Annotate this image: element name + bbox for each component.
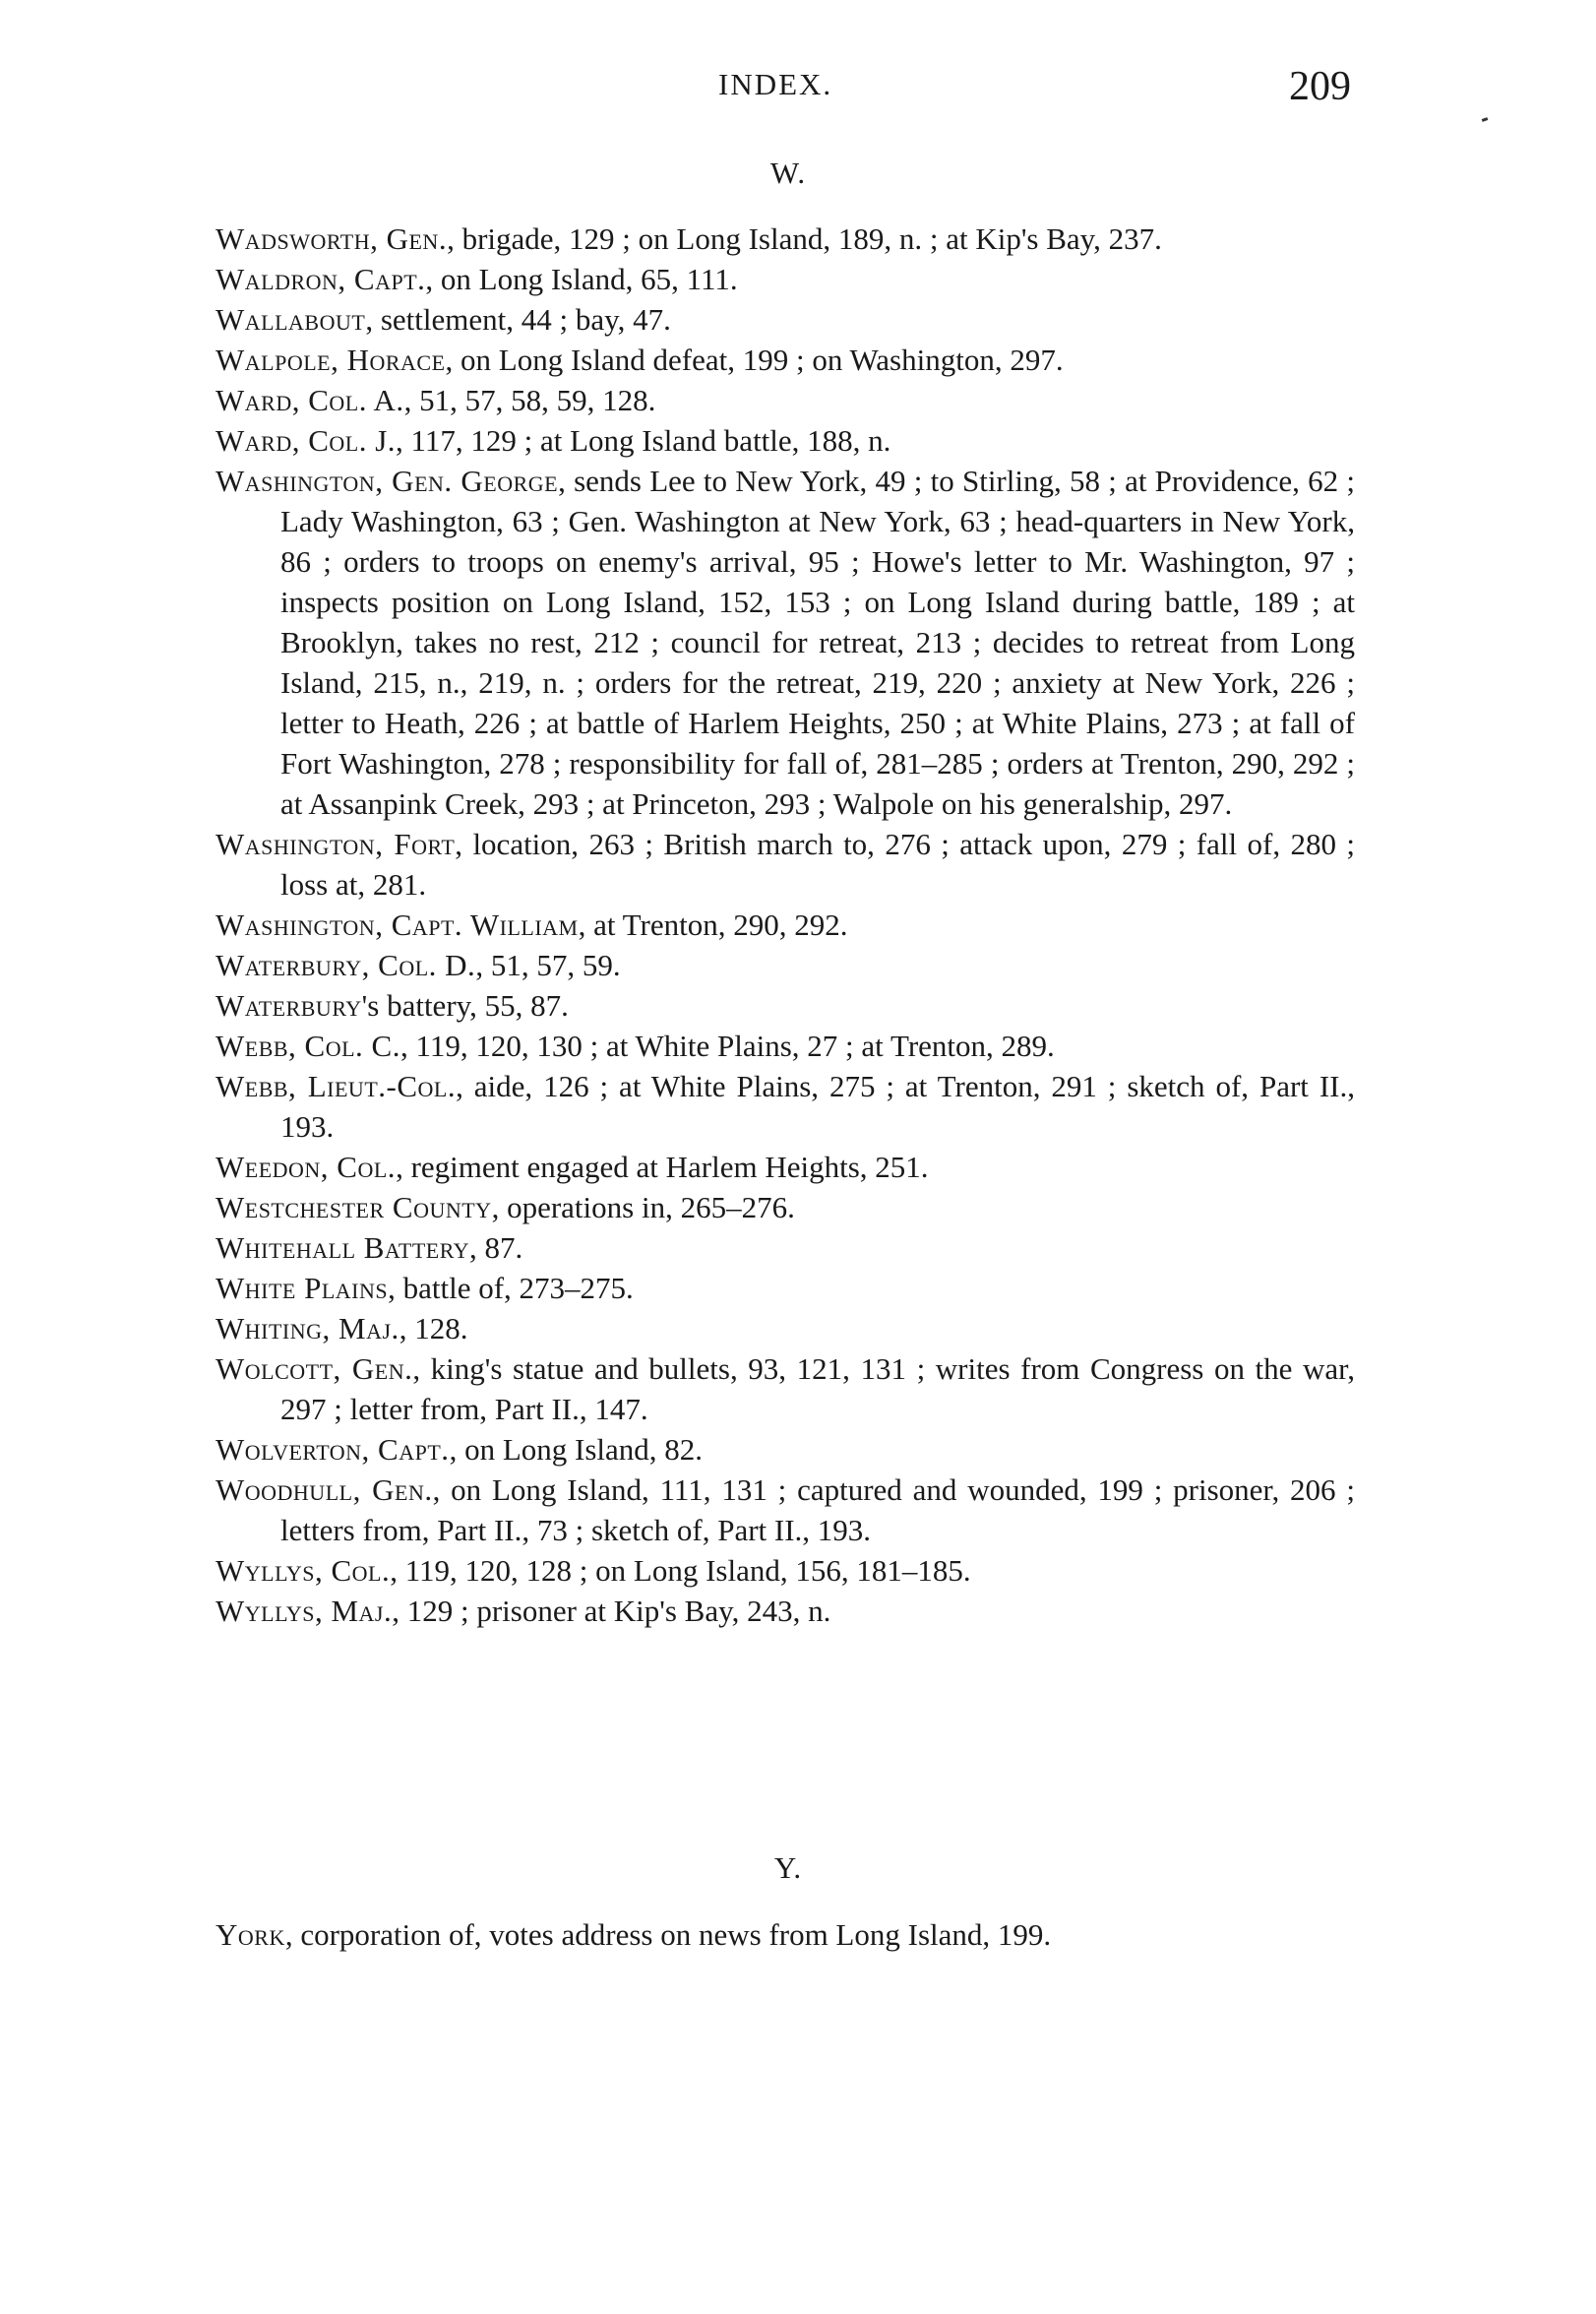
entry-text: , brigade, 129 ; on Long Island, 189, n. ; at Kip's Bay, 237.: [447, 221, 1162, 256]
entry-heading: White Plains: [215, 1271, 389, 1305]
stray-ink-mark: [1482, 117, 1489, 122]
index-entry: [215, 824, 1355, 905]
index-entry: [215, 1470, 1355, 1550]
index-entries-y: [215, 1914, 1355, 1955]
entry-heading: Wolcott, Gen.: [215, 1351, 413, 1386]
entry-heading: Ward, Col. A.: [215, 383, 404, 417]
index-entry: [215, 985, 1355, 1026]
entry-text: , on Long Island, 111, 131 ; captured and wounded, 199 ; prisoner, 206 ; letters from, Part II., 73 ; sketch of, Part II., 193.: [280, 1472, 1355, 1547]
index-entry: [215, 340, 1355, 380]
entry-heading: Wadsworth, Gen.: [215, 221, 448, 256]
entry-heading: Walpole, Horace: [215, 343, 446, 377]
entry-heading: York: [215, 1917, 285, 1952]
section-letter-y: Y.: [773, 1850, 803, 1885]
entry-heading: Waterbury: [215, 988, 362, 1023]
entry-text: , sends Lee to New York, 49 ; to Stirling, 58 ; at Providence, 62 ; Lady Washington, 63 ; Gen. Washington at New York, 63 ; head-quarters in New York, 86 ; orders to troops on enemy's arrival, 95 ; Howe's letter to Mr. Washington, 97 ; inspects position on Long Island, 152, 153 ; on Long Island during battle, 189 ; at Brooklyn, takes no rest, 212 ; council for retreat, 213 ; decides to retreat from Long Island, 215, n., 219, n. ; orders for the retreat, 219, 220 ; anxiety at New York, 226 ; letter to Heath, 226 ; at battle of Harlem Heights, 250 ; at White Plains, 273 ; at fall of Fort Washington, 278 ; responsibility for fall of, 281–285 ; orders at Trenton, 290, 292 ; at Assanpink Creek, 293 ; at Princeton, 293 ; Walpole on his generalship, 297.: [280, 464, 1355, 821]
index-entry: [215, 1308, 1355, 1348]
entry-heading: Webb, Lieut.-Col.: [215, 1069, 457, 1103]
index-entry: [215, 1268, 1355, 1308]
entry-heading: Waterbury, Col. D.: [215, 948, 476, 982]
entry-text: , operations in, 265–276.: [491, 1190, 795, 1224]
entry-text: , settlement, 44 ; bay, 47.: [365, 302, 671, 337]
index-entry: [215, 380, 1355, 420]
index-entry: [215, 945, 1355, 985]
entry-heading: Weedon, Col.: [215, 1150, 397, 1184]
entry-text: , location, 263 ; British march to, 276 ; attack upon, 279 ; fall of, 280 ; loss at, 281.: [280, 827, 1356, 902]
index-entry: [215, 299, 1355, 340]
entry-text: , 119, 120, 128 ; on Long Island, 156, 181–185.: [390, 1553, 971, 1588]
index-entry: [215, 1429, 1355, 1470]
entry-heading: Webb, Col. C.: [215, 1029, 400, 1063]
entry-text: , regiment engaged at Harlem Heights, 251.: [396, 1150, 929, 1184]
entry-heading: Waldron, Capt.: [215, 262, 426, 296]
index-entry: [215, 1591, 1355, 1631]
index-entry: [215, 1227, 1355, 1268]
entry-heading: Woodhull, Gen.: [215, 1472, 433, 1507]
entry-text: , on Long Island, 65, 111.: [425, 262, 738, 296]
entry-heading: Wolverton, Capt.: [215, 1432, 450, 1467]
entry-text: , on Long Island defeat, 199 ; on Washington, 297.: [445, 343, 1064, 377]
index-entry: [215, 420, 1355, 461]
entry-text: , king's statue and bullets, 93, 121, 131 ; writes from Congress on the war, 297 ; letter from, Part II., 147.: [280, 1351, 1355, 1426]
entry-heading: Whiting, Maj.: [215, 1311, 399, 1345]
entry-text: , 128.: [399, 1311, 468, 1345]
index-entry: [215, 1147, 1355, 1187]
entry-text: , 129 ; prisoner at Kip's Bay, 243, n.: [392, 1594, 831, 1628]
running-title: INDEX.: [718, 67, 833, 101]
entry-heading: Washington, Fort: [215, 827, 456, 861]
entry-heading: Wallabout: [215, 302, 366, 337]
entry-heading: Ward, Col. J.: [215, 423, 397, 458]
index-entry: [215, 1026, 1355, 1066]
page-number: 209: [1289, 64, 1351, 109]
entry-heading: Washington, Gen. George: [215, 464, 559, 498]
index-entry: [215, 1348, 1355, 1429]
index-entries-w: [215, 219, 1355, 1631]
entry-text: 's battery, 55, 87.: [361, 988, 569, 1023]
running-head: [0, 64, 1596, 116]
index-entry: [215, 1066, 1355, 1147]
index-entry: [215, 905, 1355, 945]
section-letter-w: W.: [769, 156, 807, 190]
entry-text: , 117, 129 ; at Long Island battle, 188, n.: [396, 423, 891, 458]
entry-text: , 119, 120, 130 ; at White Plains, 27 ; at Trenton, 289.: [399, 1029, 1055, 1063]
index-entry: [215, 1187, 1355, 1227]
index-entry: [215, 259, 1355, 299]
entry-heading: Wyllys, Col.: [215, 1553, 391, 1588]
index-entry: [215, 1550, 1355, 1591]
entry-text: , 87.: [469, 1230, 523, 1265]
entry-heading: Washington, Capt. William: [215, 907, 579, 942]
entry-text: , 51, 57, 59.: [475, 948, 621, 982]
entry-heading: Whitehall Battery: [215, 1230, 470, 1265]
index-entry: [215, 461, 1355, 824]
entry-text: , corporation of, votes address on news from Long Island, 199.: [284, 1917, 1052, 1952]
entry-text: , at Trenton, 290, 292.: [578, 907, 848, 942]
index-entry: [215, 1914, 1355, 1955]
entry-text: , battle of, 273–275.: [388, 1271, 634, 1305]
index-entry: [215, 219, 1355, 259]
entry-text: , on Long Island, 82.: [449, 1432, 704, 1467]
entry-heading: Westchester County: [215, 1190, 492, 1224]
entry-heading: Wyllys, Maj.: [215, 1594, 393, 1628]
entry-text: , aide, 126 ; at White Plains, 275 ; at Trenton, 291 ; sketch of, Part II., 193.: [280, 1069, 1355, 1144]
entry-text: , 51, 57, 58, 59, 128.: [403, 383, 656, 417]
